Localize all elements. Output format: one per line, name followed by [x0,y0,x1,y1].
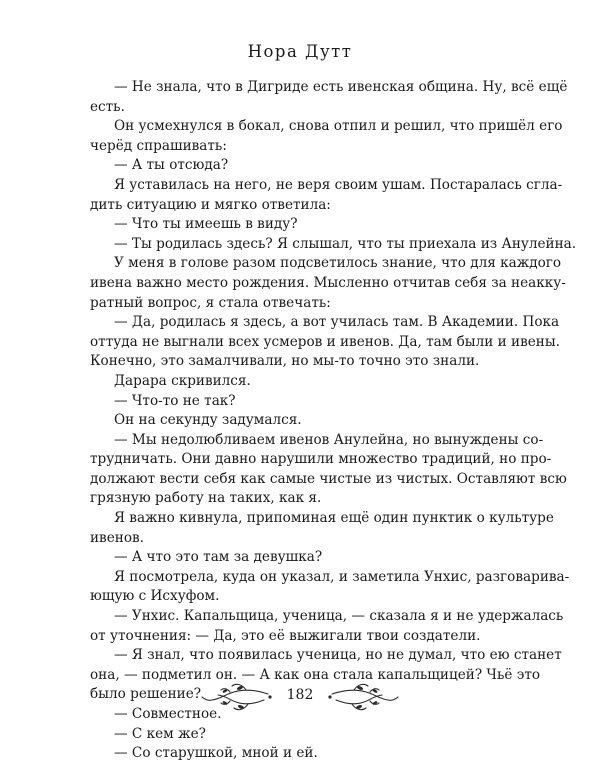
text-line: — Унхис. Капальщица, ученица, — сказала я и не удержалась [114,608,564,625]
running-title: Нора Дутт [247,42,353,61]
text-line: ющую с Исхуфом. [90,588,220,605]
text-line: ратный вопрос, я стала отвечать: [90,294,331,311]
text-line: — Что-то не так? [114,392,236,409]
text-line: — Со старушкой, мной и ей. [114,745,318,762]
text-line: Конечно, это замалчивали, но мы-то точно это знали. [90,353,480,370]
text-line: оттуда не выгнали всех усмеров и ивенов. Да, там были и ивены. [90,333,560,350]
text-line: Дарара скривился. [114,372,251,389]
text-line: — Ты родилась здесь? Я слышал, что ты приехала из Анулейна. [114,235,577,252]
text-line: У меня в голове разом подсветилось знание, что для каждого [114,255,562,272]
text-line: от уточнения: — Да, это её выжигали твои создатели. [90,627,481,644]
text-line: — Я знал, что появилась ученица, но не думал, что ею станет [114,647,562,664]
text-line: ивена важно место рождения. Мысленно отчитав себя за неакку- [90,274,566,291]
text-line: было решение? [90,686,202,703]
text-line: трудничать. Они давно нарушили множество традиций, но про- [90,451,552,468]
text-line: — Не знала, что в Дигриде есть ивенская община. Ну, всё ещё [114,79,568,95]
text-line: — Совместное. [114,706,222,722]
text-line: — Что ты имеешь в виду? [114,216,298,233]
text-line: дить ситуацию и мягко ответила: [90,196,331,213]
text-line: она, — подметил он. — А как она стала капальщицей? Чьё это [90,666,541,683]
text-line: есть. [90,98,125,115]
text-line: — С кем же? [114,725,206,742]
text-line: грязную работу на таких, как я. [90,490,322,507]
page-footer [0,680,600,720]
text-line: Я посмотрела, куда он указал, и заметила Унхис, разговарива- [114,568,570,585]
text-line: черёд спрашивать: [90,137,227,154]
text-line: должают вести себя как самые чистые из чистых. Оставляют всю [90,470,567,487]
text-line: — Да, родилась я здесь, а вот училась там. В Академии. Пока [114,314,560,331]
text-line: — Мы недолюбливаем ивенов Анулейна, но вынуждены со- [114,431,544,448]
text-line: Я важно кивнула, припоминая ещё один пунктик о культуре [114,510,554,527]
text-line: Я уставилась на него, не веря своим ушам. Постаралась сгла- [114,176,563,193]
text-line: Он на секунду задумался. [114,412,302,429]
text-line: ивенов. [90,529,144,546]
text-line: Он усмехнулся в бокал, снова отпил и решил, что пришёл его [114,118,563,135]
page-number: 182 [286,687,314,703]
body-text [90,78,577,764]
text-line: — А что это там за девушка? [114,549,323,566]
text-line: — А ты отсюда? [114,157,229,174]
